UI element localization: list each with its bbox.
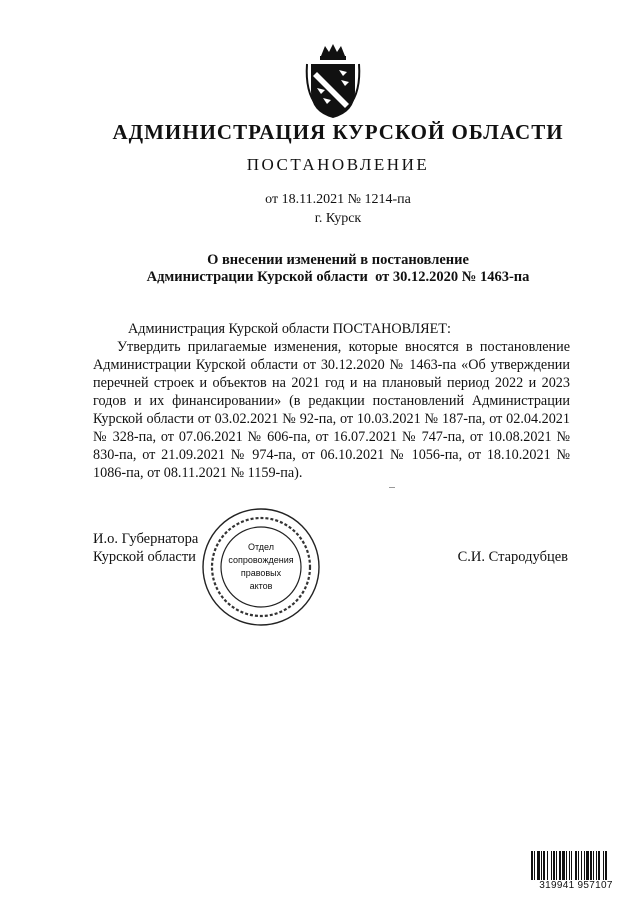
stamp-line-1: Отдел bbox=[247, 542, 275, 552]
barcode-bar bbox=[534, 851, 535, 881]
barcode-bar bbox=[547, 851, 548, 881]
body-intro: Администрация Курской области ПОСТАНОВЛЯЕТ: bbox=[128, 321, 451, 337]
scan-speck bbox=[389, 487, 395, 488]
barcode-bar bbox=[562, 851, 565, 881]
barcode-bar bbox=[584, 851, 585, 881]
barcode-bar bbox=[556, 851, 557, 881]
organization-name: АДМИНИСТРАЦИЯ КУРСКОЙ ОБЛАСТИ bbox=[112, 120, 564, 144]
barcode-bar bbox=[537, 851, 540, 881]
barcode-bar bbox=[531, 851, 533, 881]
document-subject bbox=[18, 252, 640, 286]
subject-line-1: О внесении изменений в постановление bbox=[207, 252, 469, 268]
barcode-number: 319941 957107 bbox=[530, 880, 622, 891]
barcode-bar bbox=[551, 851, 552, 881]
date-and-number: от 18.11.2021 № 1214-па bbox=[265, 192, 411, 207]
barcode-bar bbox=[553, 851, 555, 881]
signatory-title-line-2: Курской области bbox=[93, 549, 196, 565]
stamp-line-2: сопровождения bbox=[228, 555, 294, 565]
stamp-line-4: актов bbox=[249, 581, 273, 591]
signatory-name: С.И. Стародубцев bbox=[457, 549, 568, 565]
coat-of-arms-icon bbox=[303, 42, 363, 120]
official-stamp bbox=[200, 506, 322, 628]
stamp-line-3: правовых bbox=[240, 568, 282, 578]
barcode-bar bbox=[586, 851, 589, 881]
barcode-bar bbox=[566, 851, 567, 881]
body-paragraph: Утвердить прилагаемые изменения, которые вносятся в постановление Администрации Курской области от 30.12.2020 № 1463-па «Об утверждении перечней строек и объектов на 2021 год и на плановый период 2022 и 2023 годов и их финансировании» (в редакции постановлений Администрации Курской области от 03.02.2021 № 92-па, от 10.03.2021 № 187-па, от 02.04.2021 № 328-па, от 07.06.2021 № 606-па, от 16.07.2021 № 747-па, от 10.08.2021 № 830-па, от 21.09.2021 № 974-па, от 06.10.2021 № 1056-па, от 18.10.2021 № 1086-па, от 08.11.2021 № 1159-па). bbox=[93, 339, 570, 481]
barcode-bar bbox=[569, 851, 570, 881]
barcode-bar bbox=[590, 851, 592, 881]
barcode-bar bbox=[581, 851, 582, 881]
signatory-title bbox=[93, 530, 198, 566]
barcode-bar bbox=[596, 851, 597, 881]
document-type: ПОСТАНОВЛЕНИЕ bbox=[246, 155, 430, 174]
subject-line-2: Администрации Курской области от 30.12.2020 № 1463-па bbox=[146, 269, 530, 285]
signatory-title-line-1: И.о. Губернатора bbox=[93, 531, 199, 547]
barcode-bar bbox=[598, 851, 600, 881]
barcode-bar bbox=[603, 851, 604, 881]
barcode-bar bbox=[578, 851, 579, 881]
barcode-bar bbox=[575, 851, 577, 881]
barcode-bar bbox=[559, 851, 561, 881]
barcode-bar bbox=[605, 851, 607, 881]
barcode-bar bbox=[541, 851, 542, 881]
document-body bbox=[93, 320, 570, 482]
city: г. Курск bbox=[314, 211, 362, 226]
barcode-bar bbox=[543, 851, 545, 881]
barcode-bar bbox=[593, 851, 594, 881]
barcode-bar bbox=[571, 851, 572, 881]
